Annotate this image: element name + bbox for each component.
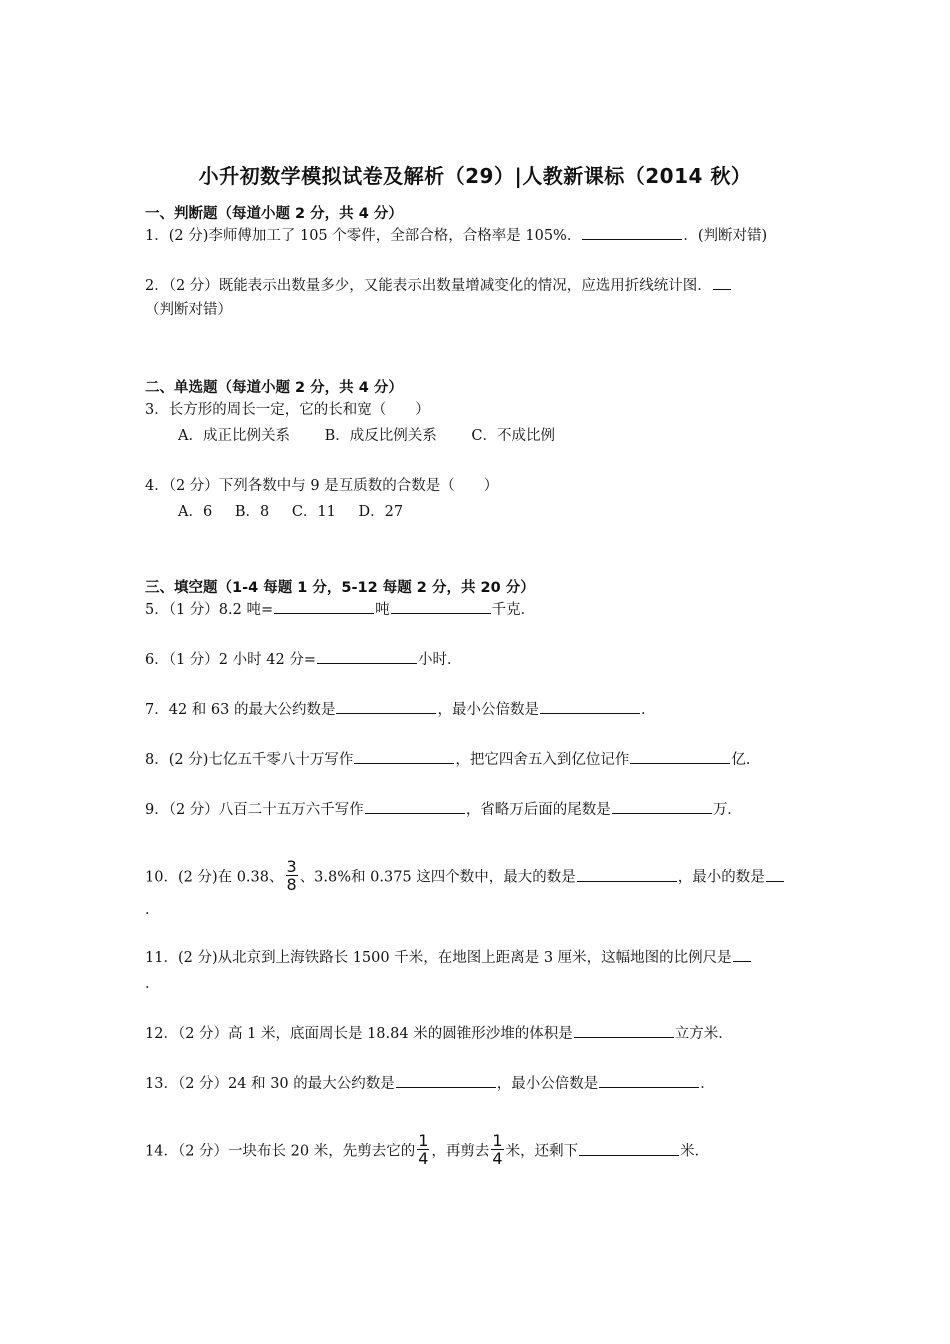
question-6 <box>145 648 810 672</box>
answer-blank[interactable] <box>336 699 436 714</box>
answer-blank[interactable] <box>540 699 640 714</box>
question-text: 、3.8%和 0.375 这四个数中，最大的数是 <box>299 869 576 886</box>
question-text: ，把它四舍五入到亿位记作 <box>455 752 630 768</box>
question-8 <box>145 748 810 772</box>
option-c[interactable]: C．11 <box>291 504 336 520</box>
question-text: 千克． <box>491 602 536 618</box>
question-text: 14．（2 分）一块布长 20 米，先剪去它的 <box>145 1143 416 1160</box>
question-text: ，最小公倍数是 <box>496 1076 599 1092</box>
question-4-options <box>178 500 421 521</box>
question-13 <box>145 1072 810 1096</box>
question-11-line2 <box>145 972 810 996</box>
option-d[interactable]: D．27 <box>358 504 404 520</box>
answer-blank[interactable] <box>713 275 731 290</box>
answer-blank[interactable] <box>391 599 491 614</box>
answer-blank[interactable] <box>317 649 417 664</box>
question-text: 3．长方形的周长一定，它的长和宽（ ） <box>145 402 430 418</box>
question-text: （判断对错） <box>145 302 232 318</box>
option-a[interactable]: A．6 <box>178 504 213 520</box>
question-text: ． <box>145 902 160 918</box>
question-text: ，最小公倍数是 <box>437 702 539 718</box>
answer-blank[interactable] <box>577 867 677 882</box>
answer-blank[interactable] <box>274 599 374 614</box>
question-text: ，再剪去 <box>431 1143 490 1160</box>
answer-blank[interactable] <box>599 1073 699 1088</box>
question-text: ． <box>700 1076 715 1092</box>
answer-blank[interactable] <box>579 1141 679 1156</box>
fraction-numerator: 1 <box>418 1131 429 1150</box>
fraction-numerator: 3 <box>286 857 297 876</box>
option-a[interactable]: A．成正比例关系 <box>178 428 290 444</box>
question-text: 11．(2 分)从北京到上海铁路长 1500 千米，在地图上距离是 3 厘米，这幅地图的比例尺是 <box>145 950 732 966</box>
question-2-line2 <box>145 298 810 322</box>
section-heading-fill: 三、填空题（1-4 每题 1 分，5-12 每题 2 分，共 20 分） <box>145 580 535 596</box>
option-c[interactable]: C．不成比例 <box>471 428 555 444</box>
question-text: 8．(2 分)七亿五千零八十万写作 <box>145 752 354 768</box>
fraction-one-quarter <box>491 1132 503 1167</box>
option-b[interactable]: B．8 <box>234 504 270 520</box>
fraction-denominator: 8 <box>286 875 297 894</box>
question-text: 7．42 和 63 的最大公约数是 <box>145 702 336 718</box>
question-1 <box>145 224 810 248</box>
question-3 <box>145 398 810 422</box>
answer-blank[interactable] <box>365 799 465 814</box>
answer-blank[interactable] <box>733 947 751 962</box>
question-text: 1．(2 分)李师傅加工了 105 个零件，全部合格，合格率是 105%． <box>145 228 582 244</box>
answer-blank[interactable] <box>766 867 784 882</box>
fraction-one-quarter <box>417 1132 429 1167</box>
question-text: 米，还剩下 <box>505 1143 579 1160</box>
question-text: 吨 <box>375 602 390 618</box>
question-text: 13．（2 分）24 和 30 的最大公约数是 <box>145 1076 395 1092</box>
question-text: 立方米． <box>674 1026 733 1042</box>
question-text: 10．(2 分)在 0.38、 <box>145 869 284 886</box>
question-text: 万． <box>712 802 742 818</box>
page-title: 小升初数学模拟试卷及解析（29）|人教新课标（2014 秋） <box>198 164 752 188</box>
question-14 <box>145 1131 810 1169</box>
question-text: 米． <box>680 1143 710 1160</box>
fraction-numerator: 1 <box>492 1131 503 1150</box>
question-text: 小时． <box>417 652 462 668</box>
question-11 <box>145 946 810 970</box>
question-text: 2．（2 分）既能表示出数量多少，又能表示出数量增减变化的情况，应选用折线统计图． <box>145 278 712 294</box>
question-text: 6．（1 分）2 小时 42 分= <box>145 652 316 668</box>
answer-blank[interactable] <box>354 749 454 764</box>
fraction-denominator: 4 <box>418 1149 429 1168</box>
question-text: ． <box>145 976 160 992</box>
answer-blank[interactable] <box>582 225 682 240</box>
answer-blank[interactable] <box>396 1073 496 1088</box>
answer-blank[interactable] <box>630 749 730 764</box>
option-b[interactable]: B．成反比例关系 <box>324 428 437 444</box>
question-5 <box>145 598 810 622</box>
question-10 <box>145 857 810 895</box>
question-text: 5．（1 分）8.2 吨= <box>145 602 274 618</box>
question-2 <box>145 274 810 298</box>
section-heading-choice: 二、单选题（每道小题 2 分，共 4 分） <box>145 380 403 396</box>
section-heading-judgement: 一、判断题（每道小题 2 分，共 4 分） <box>145 206 403 222</box>
question-4 <box>145 474 810 498</box>
fraction-three-eighths <box>286 858 298 893</box>
question-text: 4．（2 分）下列各数中与 9 是互质数的合数是（ ） <box>145 478 499 494</box>
question-12 <box>145 1022 810 1046</box>
question-text: 9．（2 分）八百二十五万六千写作 <box>145 802 364 818</box>
question-text: ． <box>640 702 656 718</box>
question-text: ．(判断对错) <box>683 228 768 244</box>
question-text: ，省略万后面的尾数是 <box>465 802 611 818</box>
question-10-line2 <box>145 898 810 922</box>
answer-blank[interactable] <box>612 799 712 814</box>
question-3-options <box>178 424 585 445</box>
question-text: 12．（2 分）高 1 米，底面周长是 18.84 米的圆锥形沙堆的体积是 <box>145 1026 573 1042</box>
answer-blank[interactable] <box>574 1023 674 1038</box>
fraction-denominator: 4 <box>492 1149 503 1168</box>
question-text: 亿． <box>731 752 761 768</box>
question-9 <box>145 798 810 822</box>
question-7 <box>145 698 810 722</box>
question-text: ，最小的数是 <box>677 869 765 886</box>
